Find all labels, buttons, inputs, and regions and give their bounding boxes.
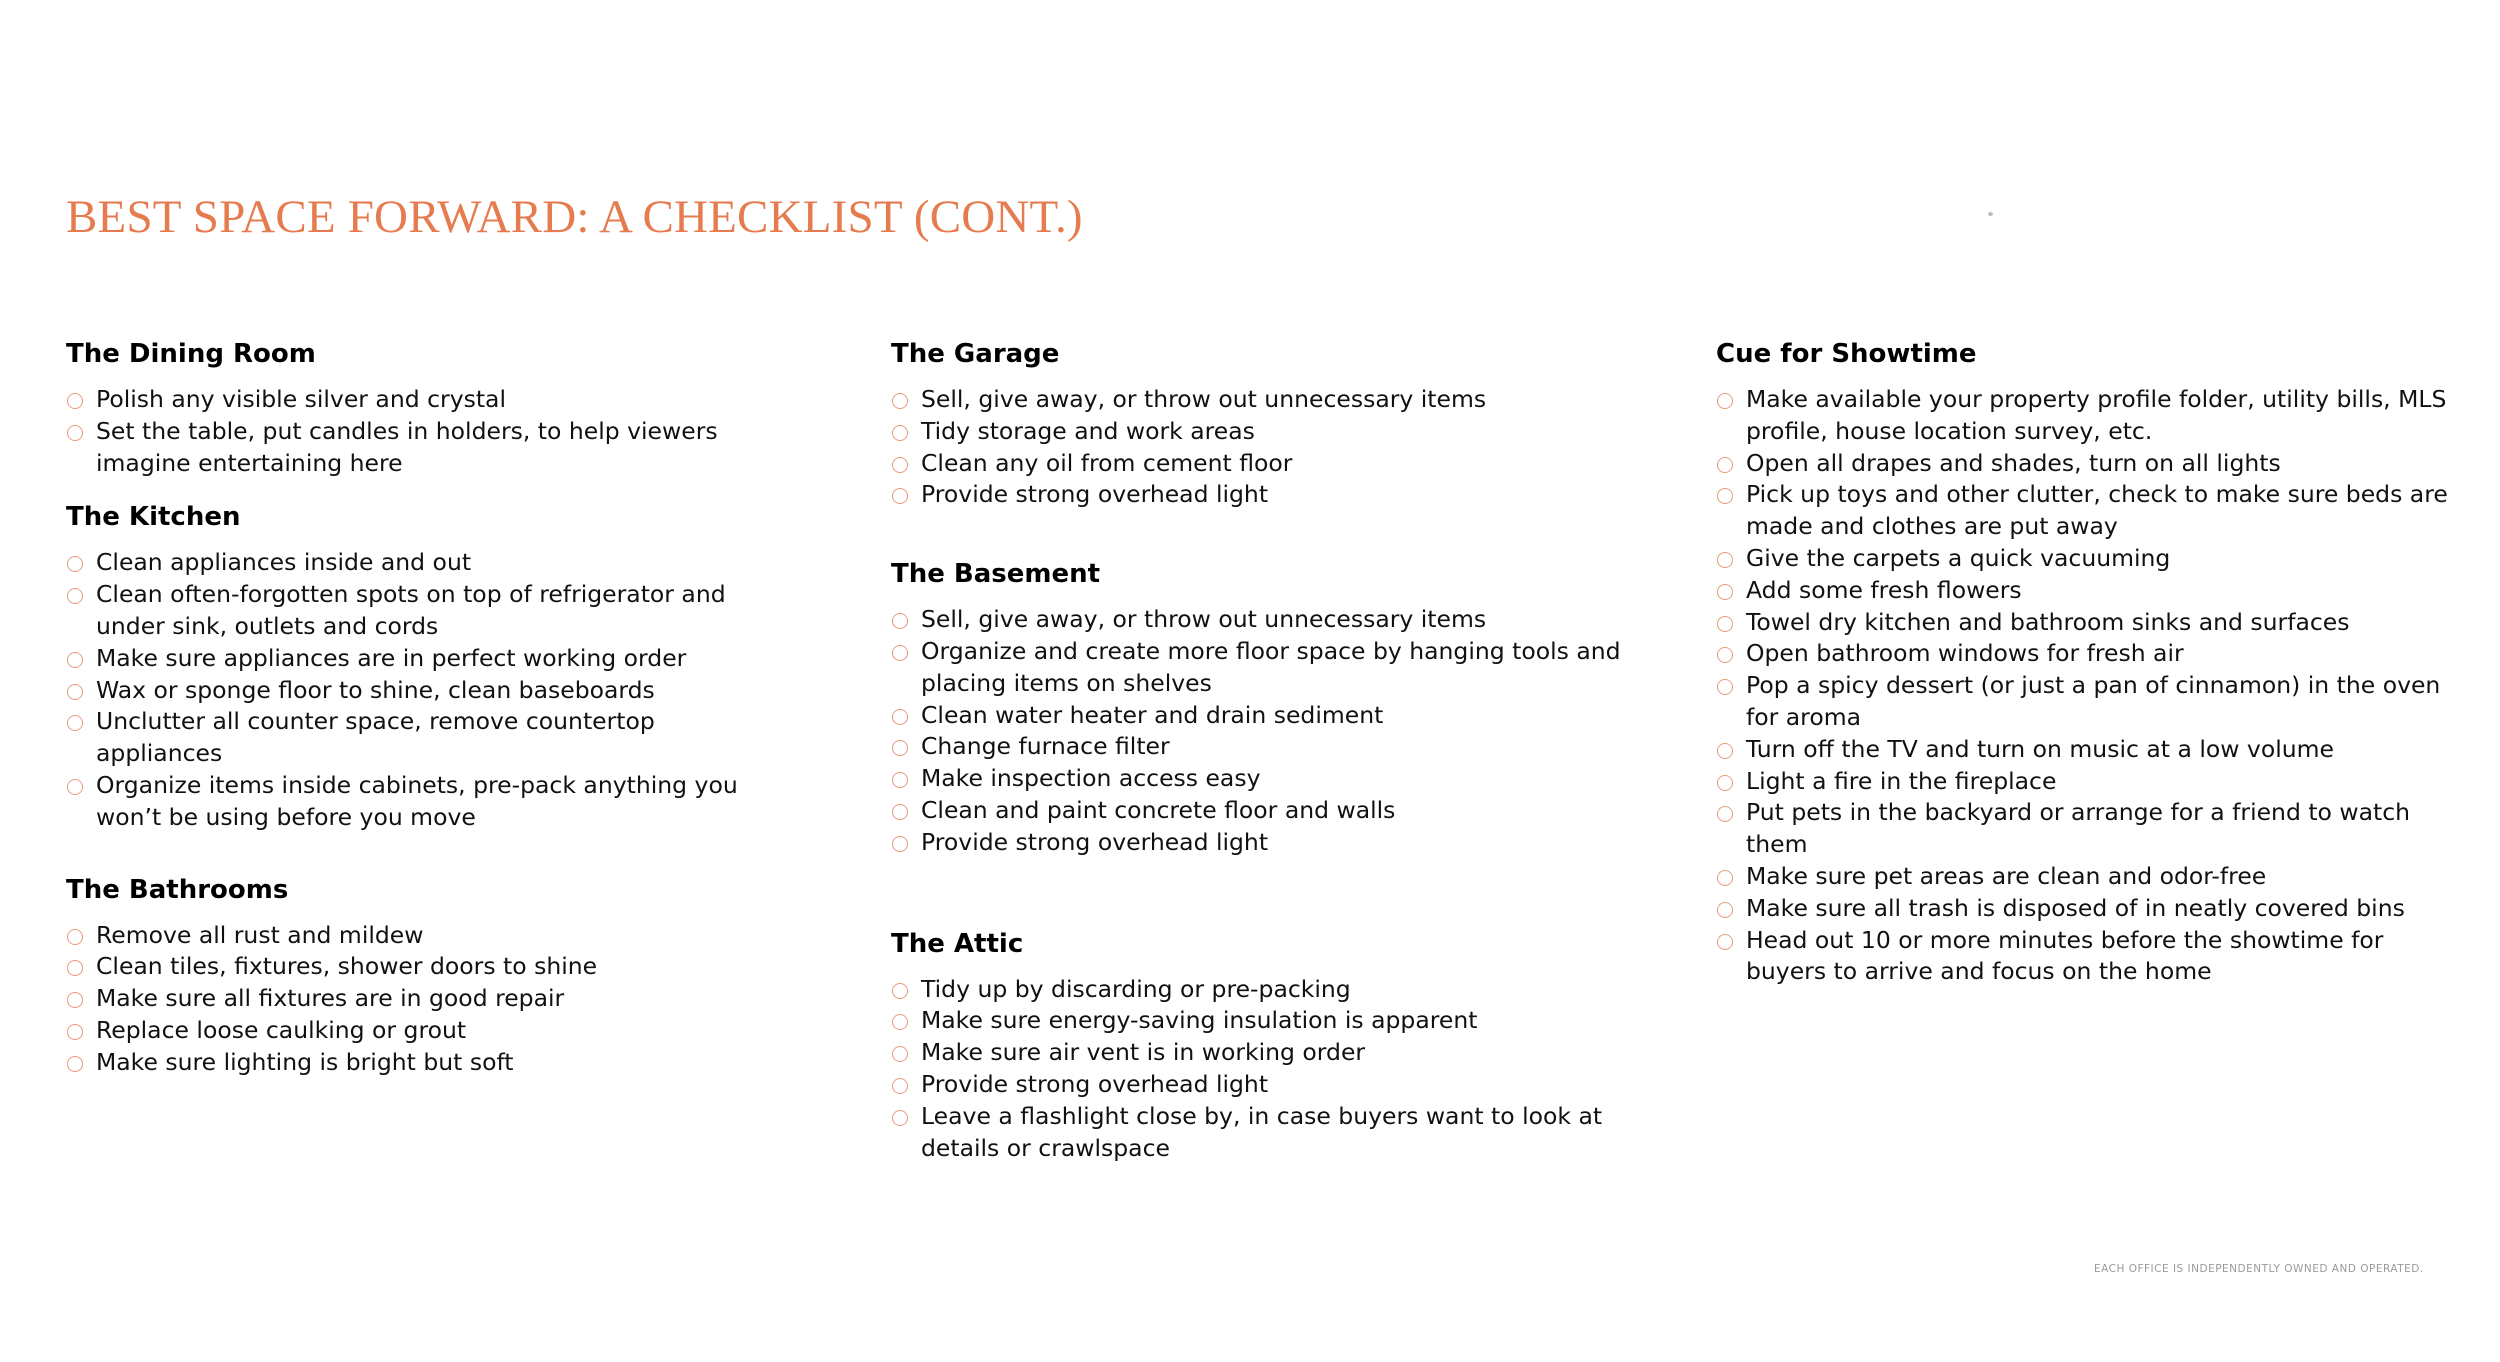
circle-bullet-icon [892, 804, 908, 820]
checklist-item-text: Provide strong overhead light [921, 827, 1269, 856]
checklist-item-text: Clean tiles, fixtures, shower doors to shine [96, 952, 598, 981]
checklist-item [1716, 607, 2456, 639]
checklist-item-text: Polish any visible silver and crystal [96, 385, 506, 413]
checklist-item-text: Turn off the TV and turn on music at a low volume [1746, 734, 2334, 763]
circle-bullet-icon [67, 652, 83, 668]
checklist-item [66, 1015, 786, 1047]
checklist-item-text: Provide strong overhead light [921, 1069, 1269, 1098]
section-heading-showtime: Cue for Showtime [1716, 339, 1977, 369]
checklist-item [891, 795, 1621, 827]
circle-bullet-icon [892, 393, 908, 409]
circle-bullet-icon [67, 684, 83, 700]
checklist-item [66, 1047, 786, 1079]
circle-bullet-icon [1717, 488, 1733, 504]
checklist-item [1716, 448, 2456, 480]
checklist-item-text: Add some fresh flowers [1746, 575, 2022, 604]
checklist-item [66, 416, 786, 480]
checklist-bathrooms [66, 920, 786, 1079]
checklist-item [891, 1069, 1621, 1101]
section-basement [891, 556, 1621, 858]
circle-bullet-icon [67, 588, 83, 604]
checklist-item-text: Replace loose caulking or grout [96, 1015, 467, 1044]
checklist-item [66, 920, 786, 952]
circle-bullet-icon [67, 393, 83, 409]
footer-disclaimer: EACH OFFICE IS INDEPENDENTLY OWNED AND OPERATED. [2094, 1263, 2424, 1275]
circle-bullet-icon [1717, 647, 1733, 663]
circle-bullet-icon [1717, 393, 1733, 409]
checklist-item [891, 827, 1621, 859]
checklist-item-text: Make sure all fixtures are in good repair [96, 984, 565, 1013]
checklist-dining-room [66, 384, 786, 479]
section-attic [891, 926, 1621, 1165]
checklist-item [66, 770, 786, 834]
circle-bullet-icon [67, 1056, 83, 1072]
checklist-attic [891, 974, 1621, 1165]
column-middle [891, 336, 1621, 1164]
checklist-item-text: Leave a flashlight close by, in case buyers want to look at details or crawlspace [921, 1101, 1603, 1162]
checklist-item [1716, 575, 2456, 607]
checklist-item [1716, 797, 2456, 861]
circle-bullet-icon [892, 772, 908, 788]
circle-bullet-icon [892, 983, 908, 999]
checklist-item-text: Light a fire in the fireplace [1746, 766, 2057, 795]
checklist-item-text: Make sure appliances are in perfect working order [96, 643, 687, 672]
circle-bullet-icon [1717, 902, 1733, 918]
checklist-item [1716, 925, 2456, 989]
checklist-item-text: Organize items inside cabinets, pre-pack anything you won’t be using before you move [96, 770, 738, 831]
circle-bullet-icon [892, 836, 908, 852]
checklist-basement [891, 604, 1621, 858]
checklist-item-text: Organize and create more floor space by hanging tools and placing items on shelves [921, 636, 1621, 697]
checklist-item-text: Tidy storage and work areas [921, 416, 1255, 445]
section-heading-kitchen: The Kitchen [66, 502, 241, 533]
circle-bullet-icon [892, 1110, 908, 1126]
section-bathrooms [66, 872, 786, 1079]
checklist-item [891, 1037, 1621, 1069]
checklist-item-text: Open bathroom windows for fresh air [1746, 639, 2184, 668]
circle-bullet-icon [892, 1046, 908, 1062]
circle-bullet-icon [892, 1078, 908, 1094]
checklist-item [66, 706, 786, 770]
checklist-item-text: Head out 10 or more minutes before the showtime for buyers to arrive and focus on the home [1746, 925, 2384, 986]
circle-bullet-icon [892, 740, 908, 756]
circle-bullet-icon [892, 645, 908, 661]
section-garage [891, 336, 1621, 511]
checklist-item-text: Provide strong overhead light [921, 480, 1269, 509]
checklist-item [66, 547, 786, 579]
circle-bullet-icon [67, 779, 83, 795]
checklist-item [66, 384, 786, 416]
checklist-kitchen [66, 547, 786, 833]
checklist-item-text: Clean often-forgotten spots on top of refrigerator and under sink, outlets and cords [96, 580, 726, 640]
checklist-item-text: Tidy up by discarding or pre-packing [921, 974, 1351, 1003]
checklist-item [66, 643, 786, 675]
section-heading-attic: The Attic [891, 928, 1024, 959]
checklist-item-text: Set the table, put candles in holders, to help viewers imagine entertaining here [96, 416, 718, 477]
checklist-item-text: Clean appliances inside and out [96, 548, 472, 577]
checklist-item [891, 974, 1621, 1006]
circle-bullet-icon [1717, 934, 1733, 950]
checklist-item-text: Clean water heater and drain sediment [921, 700, 1384, 729]
checklist-item-text: Pop a spicy dessert (or just a pan of cinnamon) in the oven for aroma [1746, 671, 2441, 731]
checklist-item-text: Towel dry kitchen and bathroom sinks and surfaces [1746, 607, 2350, 636]
checklist-item [66, 951, 786, 983]
checklist-item-text: Clean and paint concrete floor and walls [921, 795, 1396, 824]
checklist-item-text: Make sure all trash is disposed of in neatly covered bins [1746, 893, 2405, 922]
decorative-dot [1988, 212, 1993, 216]
checklist-item [66, 579, 786, 643]
checklist-item [891, 731, 1621, 763]
checklist-item-text: Remove all rust and mildew [96, 920, 424, 949]
circle-bullet-icon [1717, 806, 1733, 822]
checklist-item-text: Make available your property profile folder, utility bills, MLS profile, house location survey, etc. [1746, 385, 2447, 445]
checklist-item-text: Make sure lighting is bright but soft [96, 1047, 514, 1076]
circle-bullet-icon [892, 1014, 908, 1030]
checklist-item [1716, 384, 2456, 448]
circle-bullet-icon [1717, 584, 1733, 600]
checklist-item [66, 675, 786, 707]
checklist-item [891, 604, 1621, 636]
checklist-item-text: Wax or sponge floor to shine, clean baseboards [96, 675, 655, 704]
checklist-item [1716, 766, 2456, 798]
checklist-item-text: Pick up toys and other clutter, check to make sure beds are made and clothes are put away [1746, 480, 2448, 541]
column-right [1716, 336, 2456, 988]
checklist-item-text: Sell, give away, or throw out unnecessary items [921, 605, 1487, 634]
checklist-item-text: Put pets in the backyard or arrange for a friend to watch them [1746, 798, 2411, 859]
column-left [66, 336, 786, 1079]
circle-bullet-icon [67, 425, 83, 441]
section-showtime [1716, 336, 2456, 988]
checklist-item [891, 384, 1621, 416]
checklist-item [891, 416, 1621, 448]
section-heading-basement: The Basement [891, 559, 1101, 590]
section-heading-dining-room: The Dining Room [66, 339, 316, 369]
checklist-item-text: Make sure pet areas are clean and odor-free [1746, 861, 2267, 890]
checklist-item [1716, 670, 2456, 734]
section-dining-room [66, 336, 786, 479]
checklist-item-text: Unclutter all counter space, remove countertop appliances [96, 707, 655, 768]
checklist-garage [891, 384, 1621, 511]
checklist-item-text: Open all drapes and shades, turn on all lights [1746, 448, 2281, 477]
circle-bullet-icon [892, 425, 908, 441]
checklist-item-text: Change furnace filter [921, 732, 1170, 761]
checklist-item-text: Clean any oil from cement floor [921, 448, 1293, 477]
checklist-item [1716, 861, 2456, 893]
section-heading-garage: The Garage [891, 339, 1060, 369]
checklist-item [891, 1101, 1621, 1165]
checklist-item [1716, 893, 2456, 925]
checklist-item [1716, 734, 2456, 766]
checklist-item [891, 700, 1621, 732]
circle-bullet-icon [67, 929, 83, 945]
circle-bullet-icon [1717, 616, 1733, 632]
checklist-item-text: Give the carpets a quick vacuuming [1746, 543, 2171, 572]
circle-bullet-icon [67, 1024, 83, 1040]
checklist-item [1716, 638, 2456, 670]
circle-bullet-icon [67, 992, 83, 1008]
circle-bullet-icon [67, 960, 83, 976]
checklist-item [1716, 479, 2456, 543]
circle-bullet-icon [1717, 870, 1733, 886]
section-kitchen [66, 499, 786, 833]
circle-bullet-icon [1717, 552, 1733, 568]
circle-bullet-icon [892, 457, 908, 473]
checklist-item-text: Make inspection access easy [921, 764, 1261, 793]
page-title: BEST SPACE FORWARD: A CHECKLIST (CONT.) [66, 191, 1083, 243]
circle-bullet-icon [1717, 775, 1733, 791]
circle-bullet-icon [1717, 457, 1733, 473]
checklist-item-text: Make sure air vent is in working order [921, 1038, 1366, 1067]
checklist-item [1716, 543, 2456, 575]
circle-bullet-icon [1717, 679, 1733, 695]
checklist-item-text: Sell, give away, or throw out unnecessary items [921, 385, 1487, 413]
circle-bullet-icon [1717, 743, 1733, 759]
checklist-item [891, 448, 1621, 480]
circle-bullet-icon [67, 715, 83, 731]
checklist-item-text: Make sure energy-saving insulation is apparent [921, 1006, 1478, 1035]
checklist-item [891, 479, 1621, 511]
circle-bullet-icon [67, 556, 83, 572]
circle-bullet-icon [892, 613, 908, 629]
checklist-item [891, 763, 1621, 795]
checklist-item [66, 983, 786, 1015]
checklist-item [891, 1005, 1621, 1037]
checklist-item [891, 636, 1621, 700]
circle-bullet-icon [892, 709, 908, 725]
checklist-showtime [1716, 384, 2456, 988]
circle-bullet-icon [892, 488, 908, 504]
section-heading-bathrooms: The Bathrooms [66, 874, 289, 905]
